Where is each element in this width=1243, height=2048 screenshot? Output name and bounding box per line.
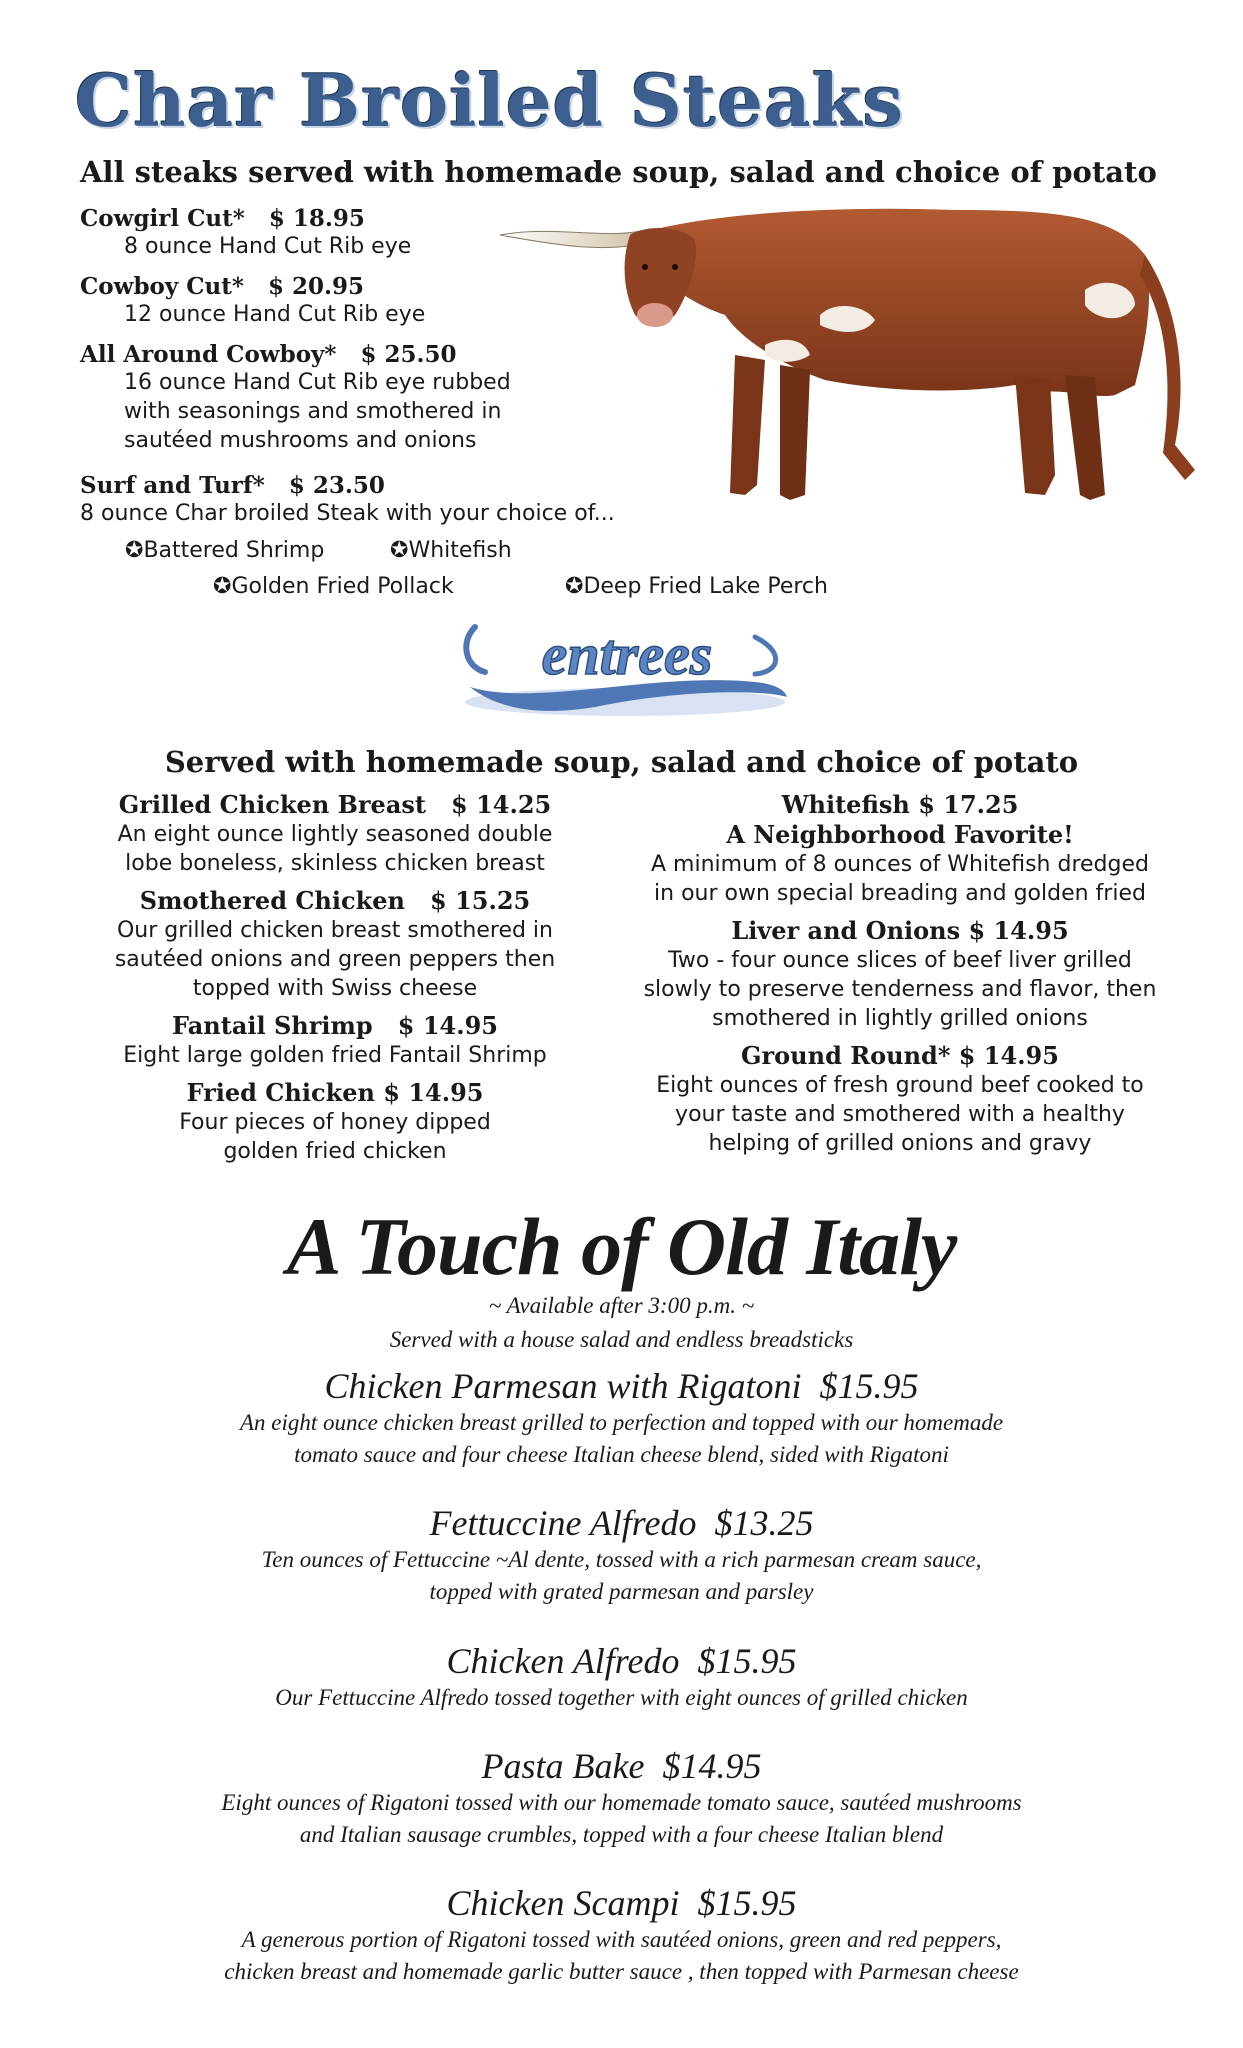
italy-item [0,1745,1243,1851]
steaks-subtitle: All steaks served with homemade soup, salad and choice of potato [80,155,1157,189]
italy-item [0,1502,1243,1608]
steak-price: $ 20.95 [267,273,364,300]
italy-item-price: $15.95 [697,1641,797,1681]
entree-name: Whitefish [781,790,910,819]
entree-item [610,790,1190,908]
entree-desc-line: Eight large golden fried Fantail Shrimp [123,1043,547,1068]
steak-item [80,205,411,261]
entree-desc-line: An eight ounce lightly seasoned double [117,822,553,847]
steak-desc-line: with seasonings and smothered in [124,399,502,424]
entree-name: Fantail Shrimp [172,1011,373,1040]
entree-desc-line: sautéed onions and green peppers then [114,947,556,972]
italy-section-title: A Touch of Old Italy [286,1201,957,1292]
italy-item-name: Chicken Alfredo [446,1641,680,1681]
entree-price: $ 14.95 [397,1011,498,1040]
entree-desc-line: golden fried chicken [223,1139,447,1164]
star-circle-icon: ✪ [125,538,144,563]
italy-item-price: $13.25 [714,1503,814,1543]
italy-desc-line: An eight ounce chicken breast grilled to perfection and topped with our homemade [239,1410,1004,1435]
steak-name: All Around Cowboy* [80,341,337,368]
surf-option: ✪Whitefish [390,538,512,563]
italy-item-name: Pasta Bake [481,1746,645,1786]
steak-item [80,273,425,329]
entrees-left-column [80,790,590,1166]
entree-price: $ 15.25 [430,886,531,915]
entrees-subtitle: Served with homemade soup, salad and choice of potato [164,745,1079,779]
steak-desc-line: 16 ounce Hand Cut Rib eye rubbed [124,370,511,395]
entree-name: Fried Chicken [186,1078,375,1107]
entree-desc-line: in our own special breading and golden fried [654,881,1146,906]
star-circle-icon: ✪ [565,574,584,599]
entree-name: Smothered Chicken [139,886,405,915]
steak-name: Surf and Turf* [80,472,265,499]
italy-item-name: Chicken Parmesan with Rigatoni [324,1366,802,1406]
entree-desc-line: Our grilled chicken breast smothered in [116,918,553,943]
entree-name: Liver and Onions [731,916,961,945]
steak-desc: 8 ounce Char broiled Steak with your choice of... [80,501,615,526]
steak-desc: 8 ounce Hand Cut Rib eye [124,234,412,259]
entree-desc-line: slowly to preserve tenderness and flavor, then [643,977,1157,1002]
steak-item [80,472,615,528]
italy-item-price: $15.95 [697,1883,797,1923]
entree-desc-line: your taste and smothered with a healthy [675,1102,1125,1127]
entrees-logo-text: entrees [541,622,713,687]
italy-item [0,1365,1243,1471]
entree-price: $ 14.25 [451,790,552,819]
entree-desc-line: smothered in lightly grilled onions [712,1006,1088,1031]
entree-desc-line: Four pieces of honey dipped [179,1110,491,1135]
entree-name: Ground Round* [741,1041,951,1070]
italy-desc-line: Our Fettuccine Alfredo tossed together with eight ounces of grilled chicken [275,1685,968,1710]
entree-item [80,1011,590,1070]
italy-desc-line: Eight ounces of Rigatoni tossed with our homemade tomato sauce, sautéed mushrooms [221,1790,1022,1815]
entrees-right-column [610,790,1190,1158]
italy-item-price: $15.95 [819,1366,919,1406]
entree-desc-line: Two - four ounce slices of beef liver grilled [668,948,1132,973]
steak-desc: 12 ounce Hand Cut Rib eye [124,302,426,327]
entree-item [80,886,590,1003]
entrees-logo [455,612,795,732]
star-circle-icon: ✪ [390,538,409,563]
entree-desc-line: lobe boneless, skinless chicken breast [125,851,545,876]
entree-price: $ 14.95 [958,1041,1059,1070]
surf-option: ✪Deep Fried Lake Perch [565,574,828,599]
surf-option: ✪Golden Fried Pollack [213,574,454,599]
entree-desc-line: A minimum of 8 ounces of Whitefish dredged [651,852,1149,877]
italy-item [0,1640,1243,1714]
entree-desc-line: helping of grilled onions and gravy [708,1131,1092,1156]
italy-availability: ~ Available after 3:00 p.m. ~ [488,1293,755,1318]
italy-desc-line: and Italian sausage crumbles, topped with a four cheese Italian blend [299,1822,944,1847]
entree-desc-line: topped with Swiss cheese [192,976,478,1001]
italy-item-price: $14.95 [662,1746,762,1786]
steak-price: $ 18.95 [268,205,365,232]
entree-item [610,1041,1190,1158]
entree-item [80,1078,590,1166]
italy-desc-line: topped with grated parmesan and parsley [429,1579,814,1604]
steak-name: Cowboy Cut* [80,273,244,300]
italy-desc-line: tomato sauce and four cheese Italian cheese blend, sided with Rigatoni [294,1442,949,1467]
italy-desc-line: A generous portion of Rigatoni tossed with sautéed onions, green and red peppers, [241,1927,1002,1952]
steak-name: Cowgirl Cut* [80,205,245,232]
steak-price: $ 25.50 [360,341,457,368]
star-circle-icon: ✪ [213,574,232,599]
steaks-section-title: Char Broiled Steaks [75,58,905,143]
italy-note: Served with a house salad and endless breadsticks [389,1327,854,1352]
italy-desc-line: Ten ounces of Fettuccine ~Al dente, tossed with a rich parmesan cream sauce, [261,1547,982,1572]
entree-desc-line: Eight ounces of fresh ground beef cooked to [656,1073,1144,1098]
entree-item [80,790,590,878]
entree-tagline: A Neighborhood Favorite! [726,820,1074,849]
entree-price: $ 14.95 [383,1078,484,1107]
steak-desc-line: sautéed mushrooms and onions [124,428,477,453]
italy-item [0,1882,1243,1988]
italy-item-name: Fettuccine Alfredo [429,1503,697,1543]
entree-price: $ 14.95 [968,916,1069,945]
italy-item-name: Chicken Scampi [446,1883,680,1923]
steak-item [80,341,511,455]
entree-item [610,916,1190,1033]
steak-price: $ 23.50 [288,472,385,499]
entree-name: Grilled Chicken Breast [118,790,426,819]
entree-price: $ 17.25 [918,790,1019,819]
surf-option: ✪Battered Shrimp [125,538,325,563]
italy-desc-line: chicken breast and homemade garlic butter sauce , then topped with Parmesan cheese [224,1959,1019,1984]
